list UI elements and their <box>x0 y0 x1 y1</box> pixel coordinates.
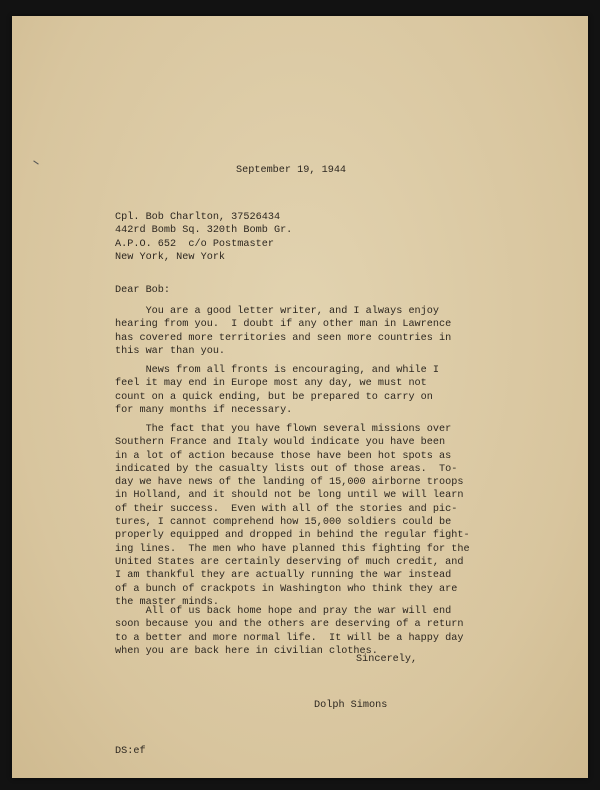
text-line: count on a quick ending, but be prepared to carry on <box>115 391 433 403</box>
closing: Sincerely, <box>356 654 418 665</box>
text-line: hearing from you. I doubt if any other man in Lawrence <box>115 319 452 331</box>
reference-initials: DS:ef <box>115 746 146 757</box>
stray-mark <box>33 160 38 164</box>
text-line: in Holland, and it should not be long until we will learn <box>115 490 464 502</box>
letter-page <box>12 16 588 778</box>
text-line: when you are back here in civilian clothes. <box>115 645 378 657</box>
text-line: to a better and more normal life. It will be a happy day <box>115 632 464 644</box>
text-line: day we have news of the landing of 15,000 airborne troops <box>115 477 464 489</box>
text-line: indicated by the casualty lists out of those areas. To- <box>115 463 458 475</box>
text-line: tures, I cannot comprehend how 15,000 soldiers could be <box>115 517 452 529</box>
letter-date: September 19, 1944 <box>236 165 347 176</box>
text-line: of their success. Even with all of the stories and pic- <box>115 503 458 515</box>
salutation: Dear Bob: <box>115 285 171 296</box>
signature-name: Dolph Simons <box>314 700 388 711</box>
text-line: feel it may end in Europe most any day, we must not <box>115 378 427 390</box>
text-line: United States are certainly deserving of much credit, and <box>115 556 464 568</box>
paragraph-3 <box>115 423 470 609</box>
text-line: News from all fronts is encouraging, and while I <box>115 365 440 376</box>
text-line: the master minds. <box>115 596 219 608</box>
text-line: ing lines. The men who have planned this fighting for the <box>115 543 470 555</box>
text-line: has covered more territories and seen more countries in <box>115 332 452 344</box>
address-line: Cpl. Bob Charlton, 37526434 <box>115 212 281 223</box>
address-line: 442rd Bomb Sq. 320th Bomb Gr. <box>115 225 293 237</box>
paragraph-4 <box>115 605 463 658</box>
text-line: I am thankful they are actually running the war instead <box>115 570 452 582</box>
paragraph-1 <box>115 305 451 358</box>
paragraph-2 <box>115 364 439 417</box>
recipient-address <box>115 211 292 264</box>
text-line: Southern France and Italy would indicate you have been <box>115 437 446 449</box>
text-line: soon because you and the others are deserving of a return <box>115 619 464 631</box>
address-line: New York, New York <box>115 251 226 263</box>
text-line: for many months if necessary. <box>115 404 293 416</box>
text-line: All of us back home hope and pray the war will end <box>115 606 452 617</box>
text-line: this war than you. <box>115 345 226 357</box>
text-line: properly equipped and dropped in behind the regular fight- <box>115 530 470 542</box>
text-line: You are a good letter writer, and I always enjoy <box>115 306 440 317</box>
text-line: The fact that you have flown several missions over <box>115 424 452 435</box>
text-line: in a lot of action because those have been hot spots as <box>115 450 452 462</box>
address-line: A.P.O. 652 c/o Postmaster <box>115 238 274 250</box>
text-line: of a bunch of crackpots in Washington who think they are <box>115 583 458 595</box>
